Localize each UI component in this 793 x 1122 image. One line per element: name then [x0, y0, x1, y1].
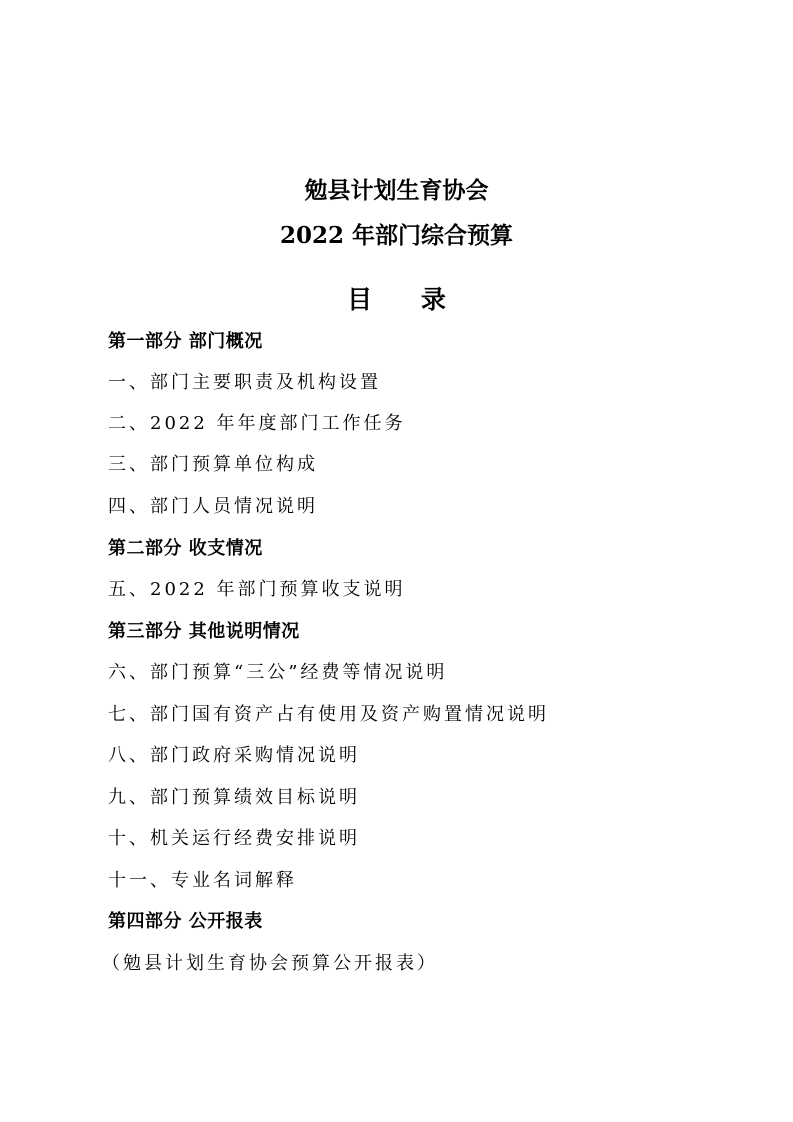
toc-part-1: 第一部分 部门概况 [108, 331, 263, 352]
toc-item-8: 八、部门政府采购情况说明 [108, 745, 360, 766]
toc-item-6: 六、部门预算“三公”经费等情况说明 [108, 662, 448, 683]
toc-item-note: （勉县计划生育协会预算公开报表） [102, 953, 438, 974]
document-title-line2: 2022 年部门综合预算 [279, 222, 514, 249]
toc-item-9: 九、部门预算绩效目标说明 [108, 787, 360, 808]
toc-heading: 目 录 [347, 285, 466, 314]
toc-part-3: 第三部分 其他说明情况 [108, 621, 300, 642]
toc-item-7: 七、部门国有资产占有使用及资产购置情况说明 [108, 704, 549, 725]
toc-item-11: 十一、专业名词解释 [108, 870, 297, 891]
toc-part-2: 第二部分 收支情况 [108, 538, 263, 559]
toc-part-4: 第四部分 公开报表 [108, 911, 263, 932]
toc-item-3: 三、部门预算单位构成 [108, 454, 318, 475]
document-title-line1: 勉县计划生育协会 [304, 177, 489, 204]
toc-item-1: 一、部门主要职责及机构设置 [108, 372, 381, 393]
toc-item-4: 四、部门人员情况说明 [108, 496, 318, 517]
toc-item-10: 十、机关运行经费安排说明 [108, 828, 360, 849]
toc-item-5: 五、2022 年部门预算收支说明 [108, 579, 406, 600]
toc-item-2: 二、2022 年年度部门工作任务 [108, 413, 406, 434]
